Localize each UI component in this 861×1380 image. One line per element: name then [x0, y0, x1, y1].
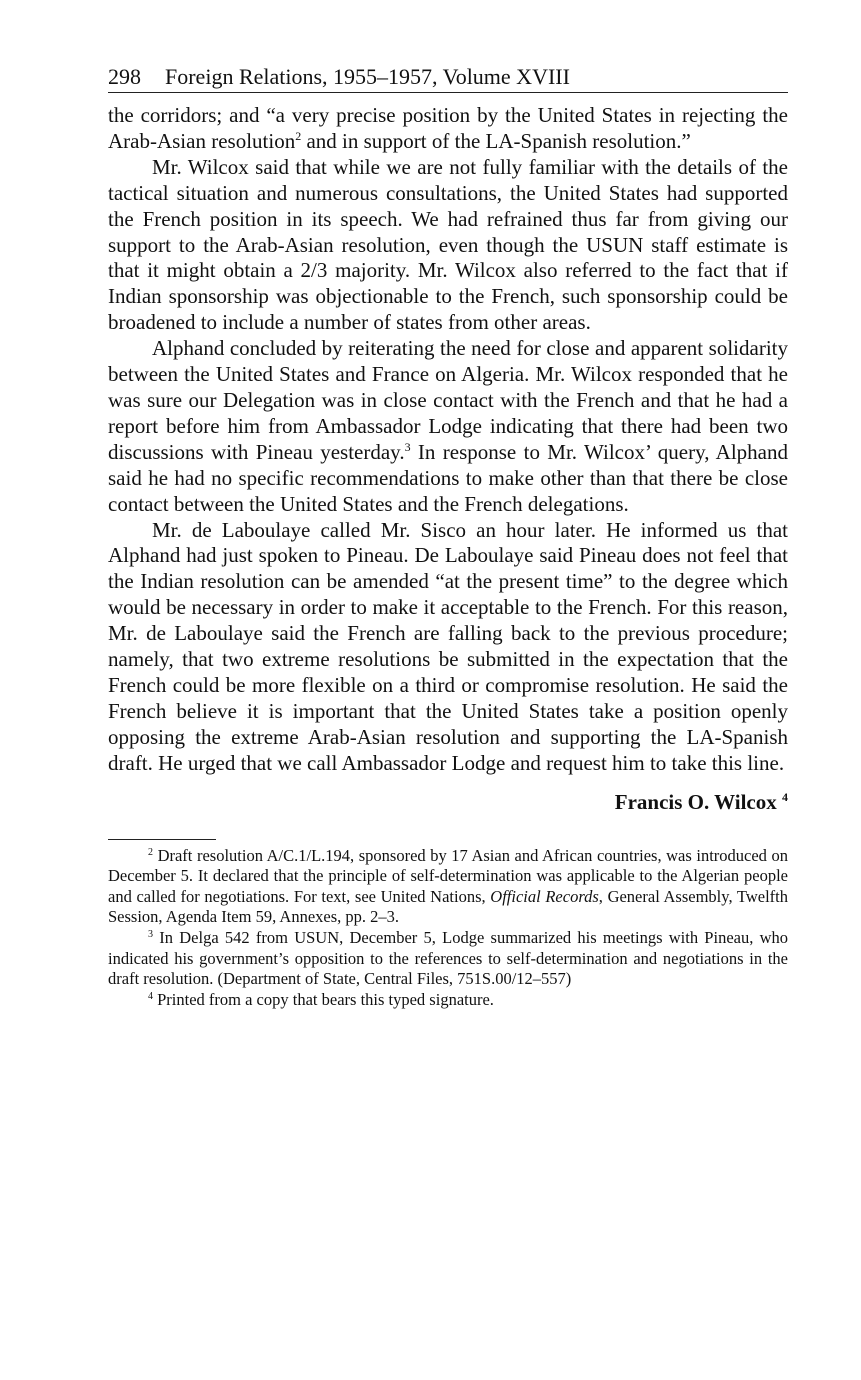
paragraph: Mr. Wilcox said that while we are not fully familiar with the details of the tactical situation and numerous consultations, the United States had supported the French position in its speech. We had refrained thus far from giving our support to the Arab-Asian resolution, even though the USUN staff estimate is that it might obtain a 2/3 majority. Mr. Wilcox also referred to the fact that if Indian sponsorship was objectionable to the French, such sponsorship could be broadened to include a number of states from other areas.: [108, 154, 788, 335]
page-number: 298: [108, 64, 141, 89]
body-text: [108, 103, 788, 777]
footnote: $^4$ Printed from a copy that bears this typed signature.: [148, 989, 494, 1009]
paragraph: the corridors; and “a very precise position by the United States in rejecting the Arab-Asian resolution$^2$ and in support of the LA-Spanish resolution.”: [108, 103, 788, 153]
footnote-divider: [108, 839, 216, 840]
signature: Francis O. Wilcox $^4$: [614, 789, 788, 814]
footnote-ref: 4: [782, 789, 788, 804]
document-page: [108, 64, 788, 1010]
running-header: [108, 64, 788, 93]
footnote-ref: 2: [295, 128, 302, 143]
footnote-mark: 3: [148, 928, 153, 940]
footnotes: [108, 846, 788, 1011]
paragraph: Mr. de Laboulaye called Mr. Sisco an hour later. He informed us that Alphand had just spoken to Pineau. De Laboulaye said Pineau does not feel that the Indian resolution can be amended “at the present time” to the degree which would be necessary in order to make it acceptable to the French. For this reason, Mr. de Laboulaye said the French are falling back to the previous procedure; namely, that two extreme resolutions be submitted in the expectation that the French could be more flexible on a third or compromise resolution. He said the French believe it is important that the United States take a position openly opposing the extreme Arab-Asian resolution and supporting the LA-Spanish draft. He urged that we call Ambassador Lodge and request him to take this line.: [108, 517, 788, 775]
footnote: $^3$ In Delga 542 from USUN, December 5, Lodge summarized his meetings with Pineau, who indicated his government’s opposition to the references to self-determination and negotiations in the draft resolution. (Department of State, Central Files, 751S.00/12–557): [108, 927, 789, 989]
footnote-mark: 4: [148, 990, 153, 1002]
paragraph: Alphand concluded by reiterating the need for close and apparent solidarity between the United States and France on Algeria. Mr. Wilcox responded that he was sure our Delegation was in close contact with the French and that he had a report before him from Ambassador Lodge indicating that there had been two discussions with Pineau yesterday.$^3$ In response to Mr. Wilcox’ query, Alphand said he had no specific recommendations to make other than that there be close contact between the United States and the French delegations.: [108, 336, 788, 516]
footnote: $^2$ Draft resolution A/C.1/L.194, sponsored by 17 Asian and African countries, was introduced on December 5. It declared that the principle of self-determination was applicable to the Algerian people and called for negotiations. For text, see United Nations, Official Records, General Assembly, Twelfth Session, Agenda Item 59, Annexes, pp. 2–3.: [108, 845, 789, 927]
running-title: Foreign Relations, 1955–1957, Volume XVIII: [165, 64, 570, 89]
footnote-ref: 3: [404, 439, 411, 454]
footnote-mark: 2: [148, 846, 153, 858]
